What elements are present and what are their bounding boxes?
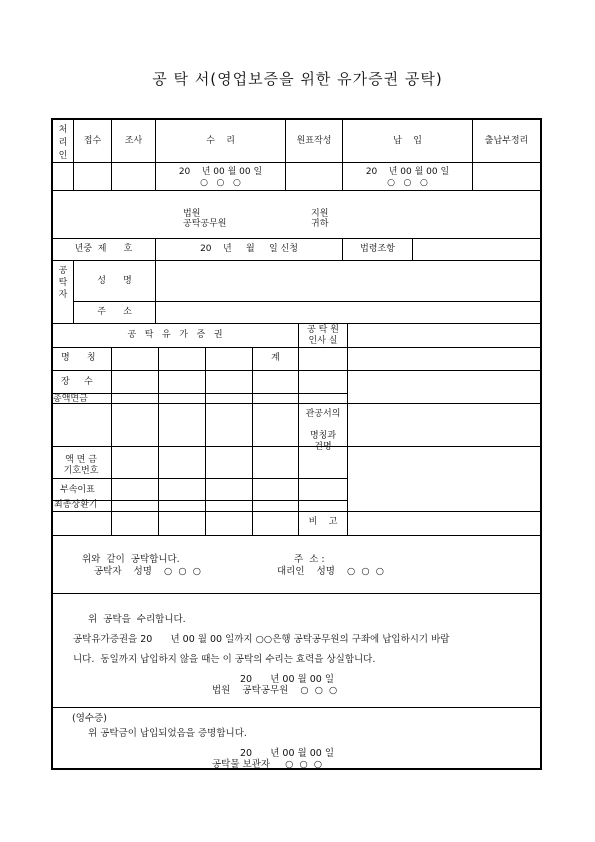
processor-label: 처 리 인 <box>58 125 68 161</box>
acceptance-seal: ○ ○ ○ <box>200 178 241 188</box>
total-face-label: 총액면금 <box>53 394 88 404</box>
receipt-date: 20 년 00 월 00 일 <box>240 748 334 759</box>
acceptance-sign-date: 20 년 00 월 00 일 <box>240 674 334 685</box>
court-label: 법원 <box>183 209 201 219</box>
acceptance-instruction-1: 공탁유가증권을 20 년 00 월 00 일까지 ○○은행 공탁공무원의 구좌에 납입하시기 바랍 <box>73 634 450 645</box>
deposit-cause-label: 공 탁 원 인사 실 <box>307 325 339 346</box>
payment-date: 20 년 00 월 00 일 <box>365 167 450 177</box>
coupon-label: 부속이표 <box>60 485 95 495</box>
acceptance-text: 위 공탁을 수리합니다. <box>88 614 186 625</box>
addressee-label: 귀하 <box>311 219 329 229</box>
face-value-label: 액 면 금 기호번호 <box>63 455 99 476</box>
document-title: 공 탁 서(영업보증을 위한 유가증권 공탁) <box>152 70 443 88</box>
acceptance-instruction-2: 니다. 동일까지 납입하지 않을 때는 이 공탁의 수리는 효력을 상실합니다. <box>73 654 376 665</box>
securities-header: 공 탁 유 가 증 권 <box>127 330 223 340</box>
securities-name-label: 명 칭 <box>61 353 96 363</box>
statement-text: 위와 같이 공탁합니다. <box>82 554 180 565</box>
agent-signature: 대리인 성명 ○ ○ ○ <box>277 566 384 577</box>
final-redemption-label: 최종상환기 <box>54 500 98 510</box>
investigation-column-label: 조사 <box>124 136 143 146</box>
payment-column-label: 납 입 <box>393 136 422 146</box>
branch-label: 지원 <box>311 209 329 219</box>
ledger-column-label: 원표작성 <box>296 136 332 146</box>
acceptance-column-label: 수 리 <box>206 136 235 146</box>
count-label: 장 수 <box>61 377 93 387</box>
acceptance-signer: 법원 공탁공무원 ○ ○ ○ <box>212 685 338 696</box>
address-field-label: 주 소 : <box>294 554 325 565</box>
receipt-signer: 공탁물 보관자 ○ ○ ○ <box>212 759 323 770</box>
depositor-signature: 공탁자 성명 ○ ○ ○ <box>94 566 201 577</box>
receipt-column-label: 접수 <box>83 136 102 146</box>
application-date: 20 년 월 일 신청 <box>200 244 298 254</box>
law-article-label: 법령조항 <box>360 244 395 254</box>
depositor-label: 공 탁 자 <box>58 266 68 300</box>
case-number-label: 년중 제 호 <box>74 244 133 254</box>
remarks-label: 비 고 <box>308 517 338 527</box>
office-name-label: 관공서의 명칭과 건명 <box>305 409 341 452</box>
receipt-text: 위 공탁금이 납입되었음을 증명합니다. <box>88 728 247 739</box>
sum-label: 계 <box>271 353 280 363</box>
receipt-label: (영수증) <box>72 713 107 724</box>
deposit-official-label: 공탁공무원 <box>183 219 227 229</box>
depositor-address-label: 주 소 <box>97 307 132 317</box>
cashbook-column-label: 출납부정리 <box>484 136 529 146</box>
payment-seal: ○ ○ ○ <box>387 178 428 188</box>
depositor-name-label: 성 명 <box>97 276 132 286</box>
acceptance-date: 20 년 00 월 00 일 <box>178 167 263 177</box>
